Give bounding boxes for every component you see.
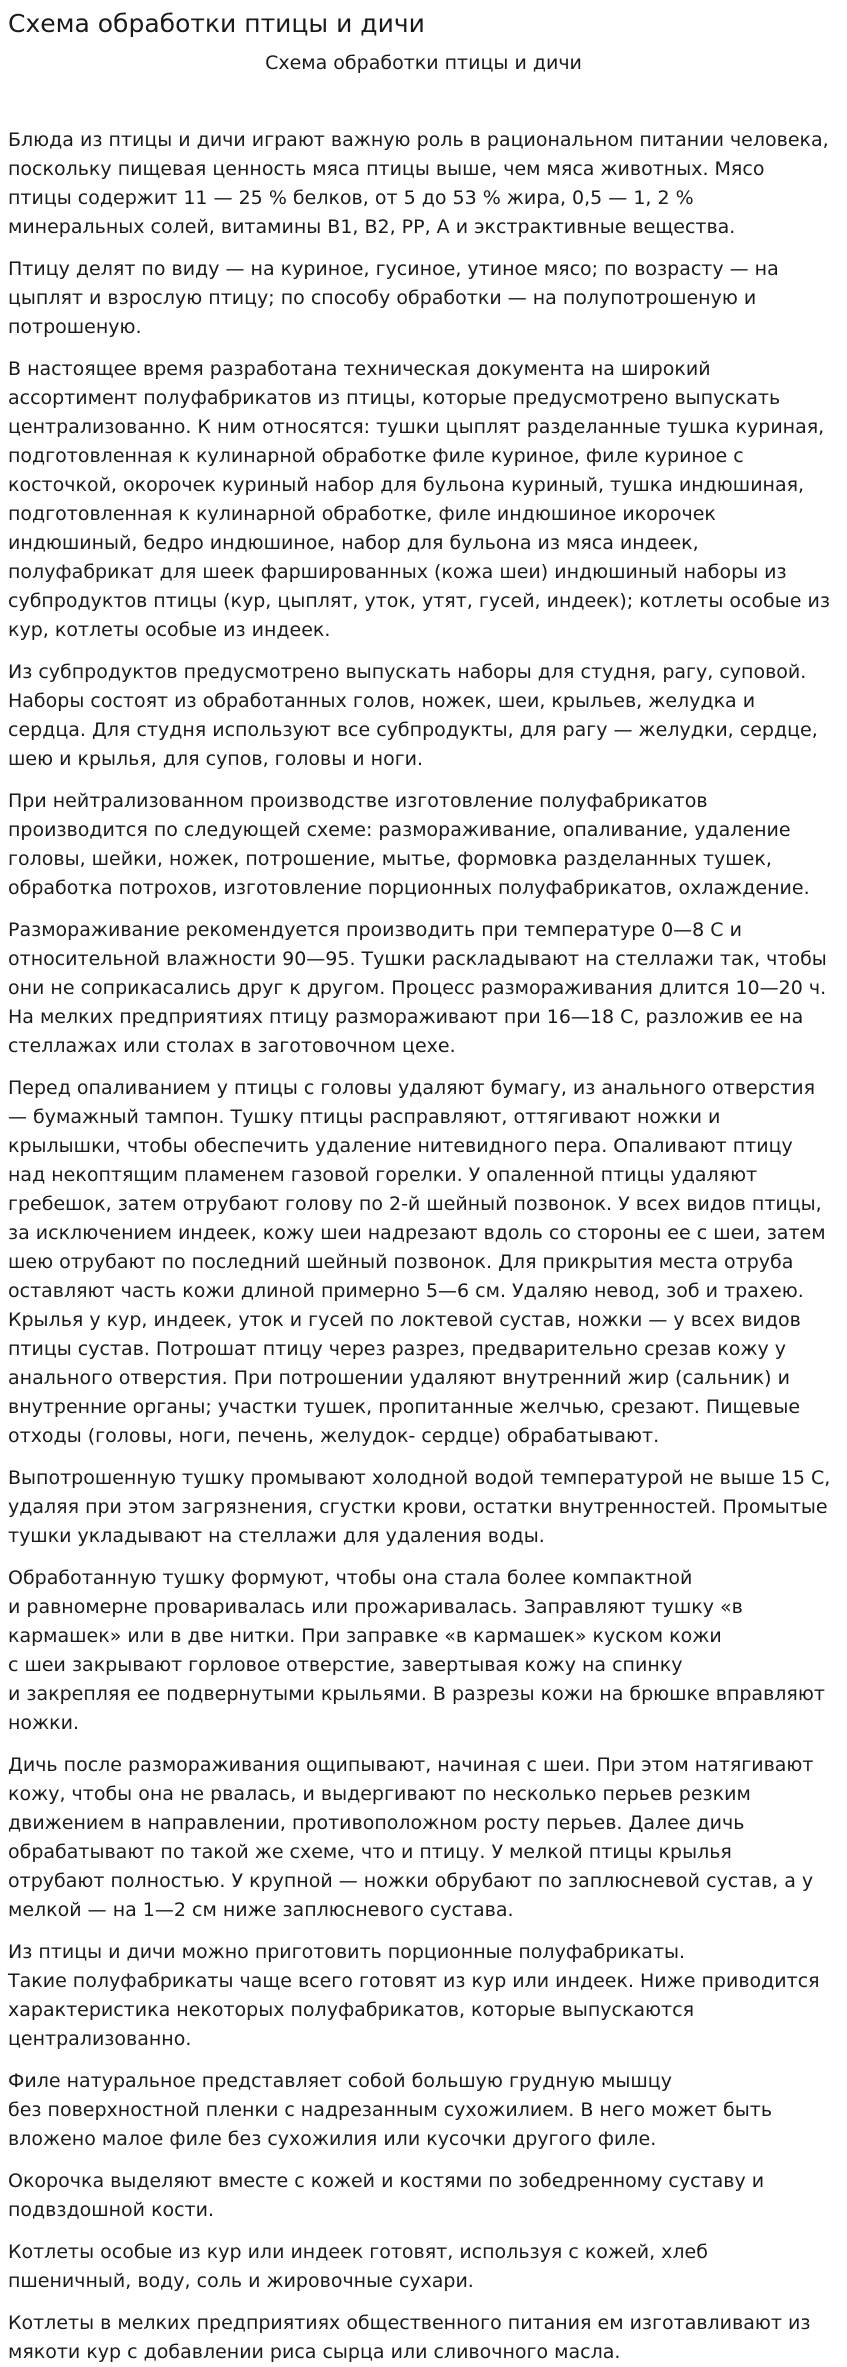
page-title: Схема обработки птицы и дичи — [8, 9, 425, 38]
paragraph-game: Дичь после размораживания ощипывают, начиная с шеи. При этом натягивают кожу, чтобы она не рвалась, и выдергивают по несколько перьев резким движением в направлении, противоположном росту перьев. Далее дичь обрабатывают по такой же схеме, что и птицу. У мелкой птицы крылья отрубают полностью. У крупной — ножки обрубают по заплюсневой сустав, а у мелкой — на 1—2 см ниже заплюсневого сустава. — [8, 1754, 814, 1921]
paragraph-offal-sets: Из субпродуктов предусмотрено выпускать наборы для студня, рагу, суповой. Наборы состоят из обработанных голов, ножек, шеи, крыльев, желудка и сердца. Для студня используют все субпродукты, для рагу — желудки, сердце, шею и крылья, для супов, головы и ноги. — [8, 661, 818, 770]
paragraph-shaping: Обработанную тушку формуют, чтобы она стала более компактной и равномерне проваривалась или прожаривалась. Заправляют тушку «в кармашек» или в две нитки. При заправке «в кармашек» куском кожи с шеи закрывают горловое отверстие, завертывая кожу на спинку и закрепляя ее подвернутыми крыльями. В разрезы кожи на брюшке вправляют ножки. — [8, 1567, 825, 1734]
paragraph-fillet: Филе натуральное представляет собой большую грудную мышцу без поверхностной пленки с надрезанным сухожилием. В него может быть вложено малое филе без сухожилия или кусочки другого филе. — [8, 2070, 773, 2150]
paragraph-assortment: В настоящее время разработана техническая документа на широкий ассортимент полуфабрикатов из птицы, которые предусмотрено выпускать централизованно. К ним относятся: тушки цыплят разделанные тушка куриная, подготовленная к кулинарной обработке филе куриное, филе куриное с косточкой, окорочек куриный набор для бульона куриный, тушка индюшиная, подготовленная к кулинарной обработке, филе индюшиное икорочек индюшиный, бедро индюшиное, набор для бульона из мяса индеек, полуфабрикат для шеек фаршированных (кожа шеи) индюшиный наборы из субпродуктов птицы (кур, цыплят, уток, утят, гусей, индеек); котлеты особые из кур, котлеты особые из индеек. — [8, 358, 830, 641]
paragraph-defrosting: Размораживание рекомендуется производить при температуре 0—8 С и относительной влажности 90—95. Тушки раскладывают на стеллажи так, чтобы они не соприкасались друг к другом. Процесс размораживания длится 10—20 ч. На мелких предприятиях птицу размораживают при 16—18 С, разложив ее на стеллажах или столах в заготовочном цехе. — [8, 919, 827, 1057]
paragraph-nutrition: Блюда из птицы и дичи играют важную роль в рациональном питании человека, поскольку пищевая ценность мяса птицы выше, чем мяса животных. Мясо птицы содержит 11 — 25 % белков, от 5 до 53 % жира, 0,5 — 1, 2 % минеральных солей, витамины В1, В2, РР, А и экстрактивные вещества. — [8, 129, 829, 238]
paragraph-special-cutlets: Котлеты особые из кур или индеек готовят, используя с кожей, хлеб пшеничный, воду, соль и жировочные сухари. — [8, 2241, 708, 2292]
paragraph-portion-products: Из птицы и дичи можно приготовить порционные полуфабрикаты. Такие полуфабрикаты чаще всего готовят из кур или индеек. Ниже приводится характеристика некоторых полуфабрикатов, которые выпускаются централизованно. — [8, 1941, 820, 2050]
article-heading: Схема обработки птицы и дичи — [265, 52, 582, 74]
paragraph-drumsticks: Окорочка выделяют вместе с кожей и костями по зобедренному суставу и подвздошной кости. — [8, 2170, 765, 2221]
paragraph-washing: Выпотрошенную тушку промывают холодной водой температурой не выше 15 С, удаляя при этом загрязнения, сгустки крови, остатки внутренностей. Промытые тушки укладывают на стеллажи для удаления воды. — [8, 1467, 831, 1547]
paragraph-production-scheme: При нейтрализованном производстве изготовление полуфабрикатов производится по следующей схеме: размораживание, опаливание, удаление головы, шейки, ножек, потрошение, мытье, формовка разделанных тушек, обработка потрохов, изготовление порционных полуфабрикатов, охлаждение. — [8, 790, 810, 899]
paragraph-singeing-gutting: Перед опаливанием у птицы с головы удаляют бумагу, из анального отверстия — бумажный тампон. Тушку птицы расправляют, оттягивают ножки и крылышки, чтобы обеспечить удаление нитевидного пера. Опаливают птицу над некоптящим пламенем газовой горелки. У опаленной птицы удаляют гребешок, затем отрубают голову по 2-й шейный позвонок. У всех видов птицы, за исключением индеек, кожу шеи надрезают вдоль со стороны ее с шеи, затем шею отрубают по последний шейный позвонок. Для прикрытия места отруба оставляют часть кожи длиной примерно 5—6 см. Удаляю невод, зоб и трахею. Крылья у кур, индеек, уток и гусей по локтевой сустав, ножки — у всех видов птицы сустав. Потрошат птицу через разрез, предварительно срезав кожу у анального отверстия. При потрошении удаляют внутренний жир (сальник) и внутренние органы; участки тушек, пропитанные желчью, срезают. Пищевые отходы (головы, ноги, печень, желудок- сердце) обрабатывают. — [8, 1077, 826, 1447]
paragraph-cutlets-small-enterprises: Котлеты в мелких предприятиях общественного питания ем изготавливают из мякоти кур с добавлении риса сырца или сливочного масла. — [8, 2312, 811, 2363]
paragraph-classification: Птицу делят по виду — на куриное, гусиное, утиное мясо; по возрасту — на цыплят и взрослую птицу; по способу обработки — на полупотрошеную и потрошеную. — [8, 258, 779, 338]
article-body — [8, 126, 839, 2367]
